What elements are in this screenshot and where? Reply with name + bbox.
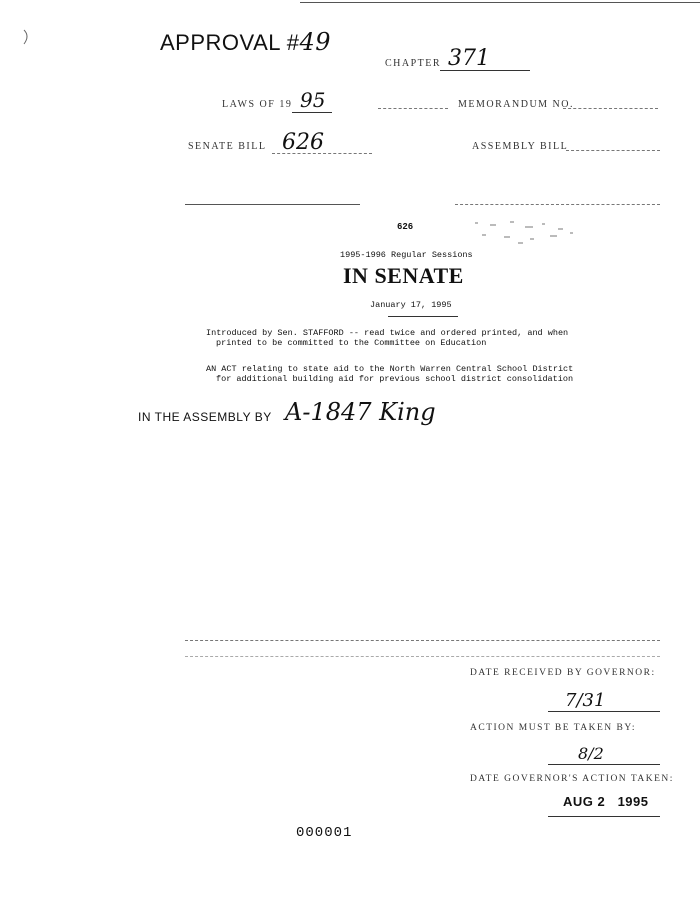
corner-mark-icon bbox=[20, 28, 34, 46]
assembly-label: IN THE ASSEMBLY BY bbox=[138, 410, 272, 424]
approval-heading bbox=[160, 28, 331, 56]
assembly-bill-label: ASSEMBLY BILL bbox=[472, 141, 569, 152]
introduced-line-2: printed to be committed to the Committee on Education bbox=[216, 338, 487, 348]
laws-underline bbox=[292, 112, 332, 113]
print-noise bbox=[470, 218, 590, 248]
separator-right bbox=[455, 204, 660, 205]
assembly-bill-line bbox=[566, 150, 660, 151]
laws-year: 95 bbox=[300, 88, 326, 112]
senate-bill-label: SENATE BILL bbox=[188, 141, 267, 152]
approval-label: APPROVAL # bbox=[160, 30, 300, 55]
bottom-separator-1 bbox=[185, 640, 660, 641]
chapter-number: 371 bbox=[448, 46, 490, 71]
memo-pre-line bbox=[378, 108, 448, 109]
date-rule bbox=[388, 316, 458, 317]
bottom-separator-2 bbox=[185, 656, 660, 657]
action-taken-line bbox=[548, 816, 660, 817]
introduced-line-1: Introduced by Sen. STAFFORD -- read twice and ordered printed, and when bbox=[206, 328, 569, 338]
session-text: 1995-1996 Regular Sessions bbox=[340, 250, 473, 260]
action-by-value: 8/2 bbox=[578, 744, 604, 763]
memorandum-label: MEMORANDUM NO. bbox=[458, 99, 575, 110]
action-taken-label: DATE GOVERNOR'S ACTION TAKEN: bbox=[470, 774, 674, 784]
senate-bill-number: 626 bbox=[282, 130, 324, 155]
act-line-1: AN ACT relating to state aid to the North Warren Central School District bbox=[206, 364, 574, 374]
bill-date: January 17, 1995 bbox=[370, 300, 452, 310]
approval-number: 49 bbox=[299, 28, 332, 56]
act-line-2: for additional building aid for previous school district consolidation bbox=[216, 374, 574, 384]
top-rule bbox=[300, 2, 700, 3]
assembly-value: A-1847 King bbox=[285, 398, 436, 426]
laws-of-label: LAWS OF 19 bbox=[222, 99, 293, 110]
action-by-line bbox=[548, 764, 660, 765]
date-received-value: 7/31 bbox=[565, 690, 606, 711]
action-by-label: ACTION MUST BE TAKEN BY: bbox=[470, 723, 636, 733]
page-code: 000001 bbox=[296, 825, 353, 841]
chamber-heading: IN SENATE bbox=[343, 263, 464, 288]
date-received-label: DATE RECEIVED BY GOVERNOR: bbox=[470, 668, 656, 678]
chapter-underline bbox=[440, 70, 530, 71]
date-received-line bbox=[548, 711, 660, 712]
memorandum-line bbox=[563, 108, 658, 109]
chapter-label: CHAPTER bbox=[385, 58, 442, 69]
bill-number: 626 bbox=[397, 222, 414, 232]
senate-bill-line bbox=[272, 153, 372, 154]
separator-left bbox=[185, 204, 360, 205]
action-taken-value: AUG 2 1995 bbox=[563, 794, 649, 809]
